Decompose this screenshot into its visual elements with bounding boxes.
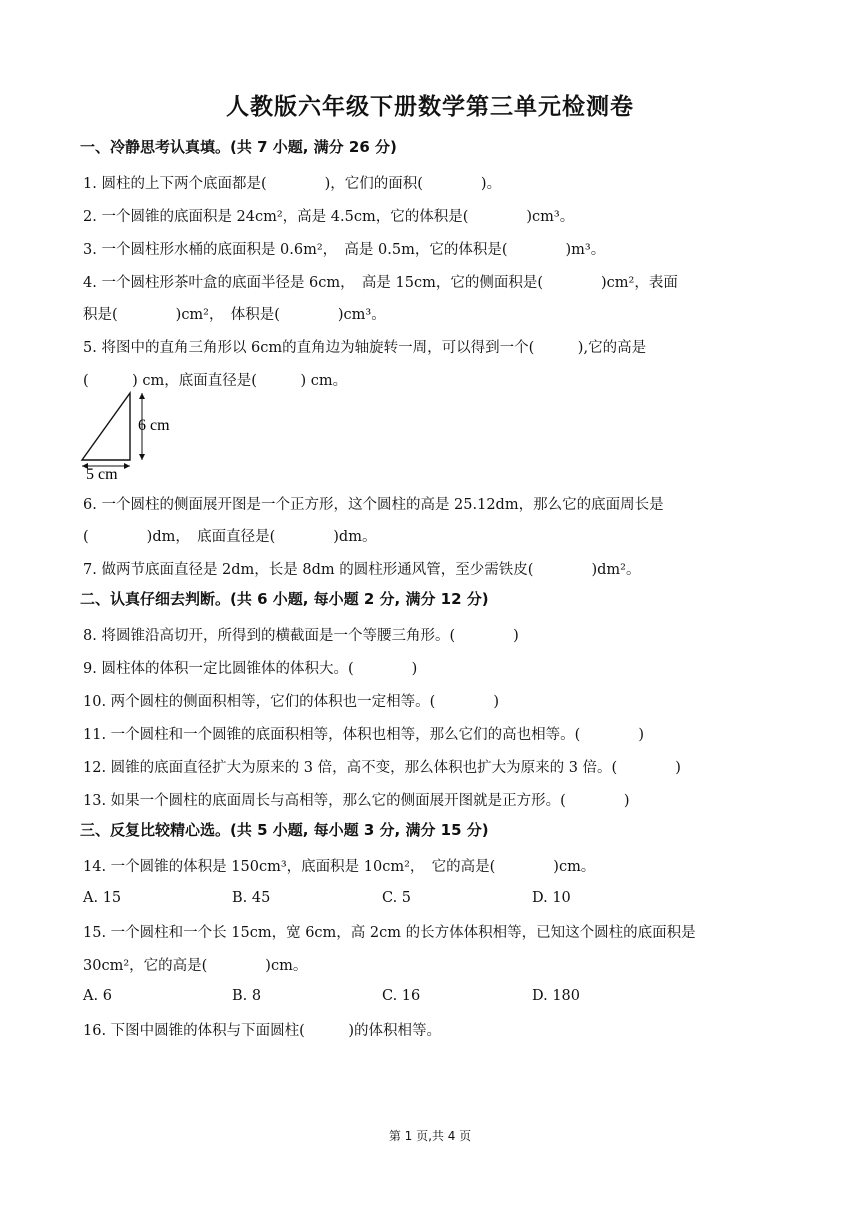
question-1: 1. 圆柱的上下两个底面都是( )，它们的面积( )。 <box>83 176 502 192</box>
q14-option-b: B. 45 <box>232 890 271 906</box>
question-13: 13. 如果一个圆柱的底面周长与高相等，那么它的侧面展开图就是正方形。( ) <box>83 793 630 809</box>
question-4-line-1: 4. 一个圆柱形茶叶盒的底面半径是 6cm， 高是 15cm，它的侧面积是( )cm²，表面 <box>83 275 678 291</box>
section-heading-true-false: 二、认真仔细去判断。(共 6 小题, 每小题 2 分, 满分 12 分) <box>80 590 489 608</box>
page-footer: 第 1 页,共 4 页 <box>388 1129 472 1143</box>
question-10: 10. 两个圆柱的侧面积相等，它们的体积也一定相等。( ) <box>83 694 499 710</box>
question-9: 9. 圆柱体的体积一定比圆锥体的体积大。( ) <box>83 661 418 677</box>
q15-option-b: B. 8 <box>232 988 262 1004</box>
right-triangle-figure <box>80 390 190 480</box>
question-6-line-1: 6. 一个圆柱的侧面展开图是一个正方形，这个圆柱的高是 25.12dm，那么它的底面周长是 <box>83 497 664 513</box>
question-15-line-1: 15. 一个圆柱和一个长 15cm，宽 6cm，高 2cm 的长方体体积相等，已知这个圆柱的底面积是 <box>83 925 696 941</box>
question-5-line-1: 5. 将图中的直角三角形以 6cm的直角边为轴旋转一周，可以得到一个( ),它的高是 <box>83 340 647 356</box>
arrow-down-icon <box>139 454 145 460</box>
question-14: 14. 一个圆锥的体积是 150cm³，底面积是 10cm²， 它的高是( )cm。 <box>83 859 596 875</box>
question-4-line-2: 积是( )cm²， 体积是( )cm³。 <box>83 307 386 323</box>
question-8: 8. 将圆锥沿高切开，所得到的横截面是一个等腰三角形。( ) <box>83 628 519 644</box>
q14-option-d: D. 10 <box>532 890 571 906</box>
q15-option-a: A. 6 <box>83 988 112 1004</box>
q15-option-c: C. 16 <box>382 988 421 1004</box>
question-16: 16. 下图中圆锥的体积与下面圆柱( )的体积相等。 <box>83 1023 441 1039</box>
question-7: 7. 做两节底面直径是 2dm，长是 8dm 的圆柱形通风管，至少需铁皮( )dm²。 <box>83 562 641 578</box>
question-12: 12. 圆锥的底面直径扩大为原来的 3 倍，高不变，那么体积也扩大为原来的 3 倍。( ) <box>83 760 681 776</box>
q14-option-a: A. 15 <box>83 890 122 906</box>
question-5-line-2: ( ) cm，底面直径是( ) cm。 <box>83 373 348 389</box>
arrow-up-icon <box>139 393 145 399</box>
section-heading-multiple-choice: 三、反复比较精心选。(共 5 小题, 每小题 3 分, 满分 15 分) <box>80 821 489 839</box>
q15-option-d: D. 180 <box>532 988 581 1004</box>
section-heading-fill-in: 一、冷静思考认真填。(共 7 小题, 满分 26 分) <box>80 138 397 156</box>
question-3: 3. 一个圆柱形水桶的底面积是 0.6m²， 高是 0.5m，它的体积是( )m³。 <box>83 242 606 258</box>
base-label: 5 cm <box>86 466 118 480</box>
q14-option-c: C. 5 <box>382 890 412 906</box>
arrow-right-icon <box>124 463 130 469</box>
page-title: 人教版六年级下册数学第三单元检测卷 <box>226 94 634 120</box>
question-15-line-2: 30cm²，它的高是( )cm。 <box>83 958 308 974</box>
question-11: 11. 一个圆柱和一个圆锥的底面积相等，体积也相等，那么它们的高也相等。( ) <box>83 727 644 743</box>
triangle-shape <box>82 393 130 460</box>
height-label: 6 cm <box>138 417 170 434</box>
question-6-line-2: ( )dm， 底面直径是( )dm。 <box>83 529 377 545</box>
question-2: 2. 一个圆锥的底面积是 24cm²，高是 4.5cm，它的体积是( )cm³。 <box>83 209 575 225</box>
